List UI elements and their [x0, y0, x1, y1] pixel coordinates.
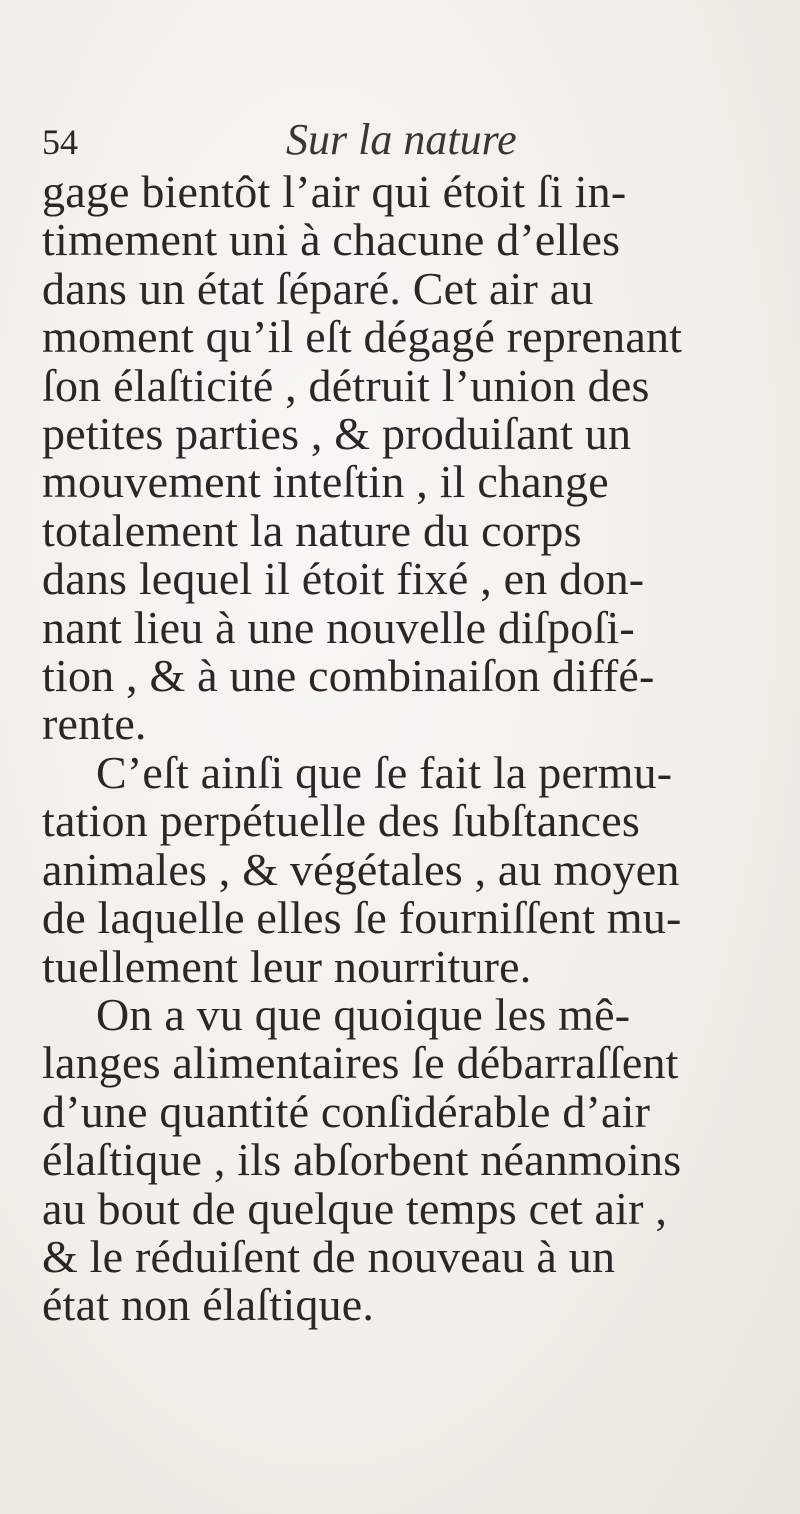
- text-line: mouvement inteſtin , il change: [42, 456, 609, 508]
- text-line: langes alimentaires ſe débarraſſent: [42, 1037, 679, 1089]
- text-line: gage bientôt l’air qui étoit ſi in-: [42, 166, 627, 217]
- text-line: dans lequel il étoit fixé , en don-: [42, 553, 645, 605]
- text-line: tion , & à une combinaiſon diffé-: [42, 650, 655, 702]
- text-line: moment qu’il eſt dégagé reprenant: [42, 311, 683, 363]
- text-line: ſon élaſticité , détruit l’union des: [42, 359, 650, 411]
- text-line: état non élaſtique.: [42, 1279, 375, 1331]
- text-line: animales , & végétales , au moyen: [42, 843, 680, 895]
- body-text: [42, 168, 762, 1330]
- paragraph-start-line: On a vu que quoique les mê-: [96, 988, 631, 1040]
- text-line: rente.: [42, 698, 147, 750]
- text-line: au bout de quelque temps cet air ,: [42, 1182, 668, 1234]
- text-line: timement uni à chacune d’elles: [42, 214, 621, 266]
- paragraph-start-line: C’eſt ainſi que ſe fait la permu-: [96, 746, 673, 798]
- text-line: nant lieu à une nouvelle diſpoſi-: [42, 601, 635, 653]
- text-line: petites parties , & produiſant un: [42, 408, 632, 460]
- running-title: Sur la nature: [286, 115, 517, 164]
- text-line: élaſtique , ils abſorbent néanmoins: [42, 1134, 682, 1186]
- text-line: tation perpétuelle des ſubſtances: [42, 795, 640, 847]
- text-line: tuellement leur nourriture.: [42, 940, 532, 992]
- text-line: totalement la nature du corps: [42, 504, 582, 556]
- text-line: & le réduiſent de nouveau à un: [42, 1230, 616, 1282]
- text-line: d’une quantité conſidérable d’air: [42, 1085, 651, 1137]
- page-number: 54: [42, 122, 78, 162]
- text-line: dans un état ſéparé. Cet air au: [42, 262, 594, 314]
- text-line: de laquelle elles ſe fourniſſent mu-: [42, 892, 682, 944]
